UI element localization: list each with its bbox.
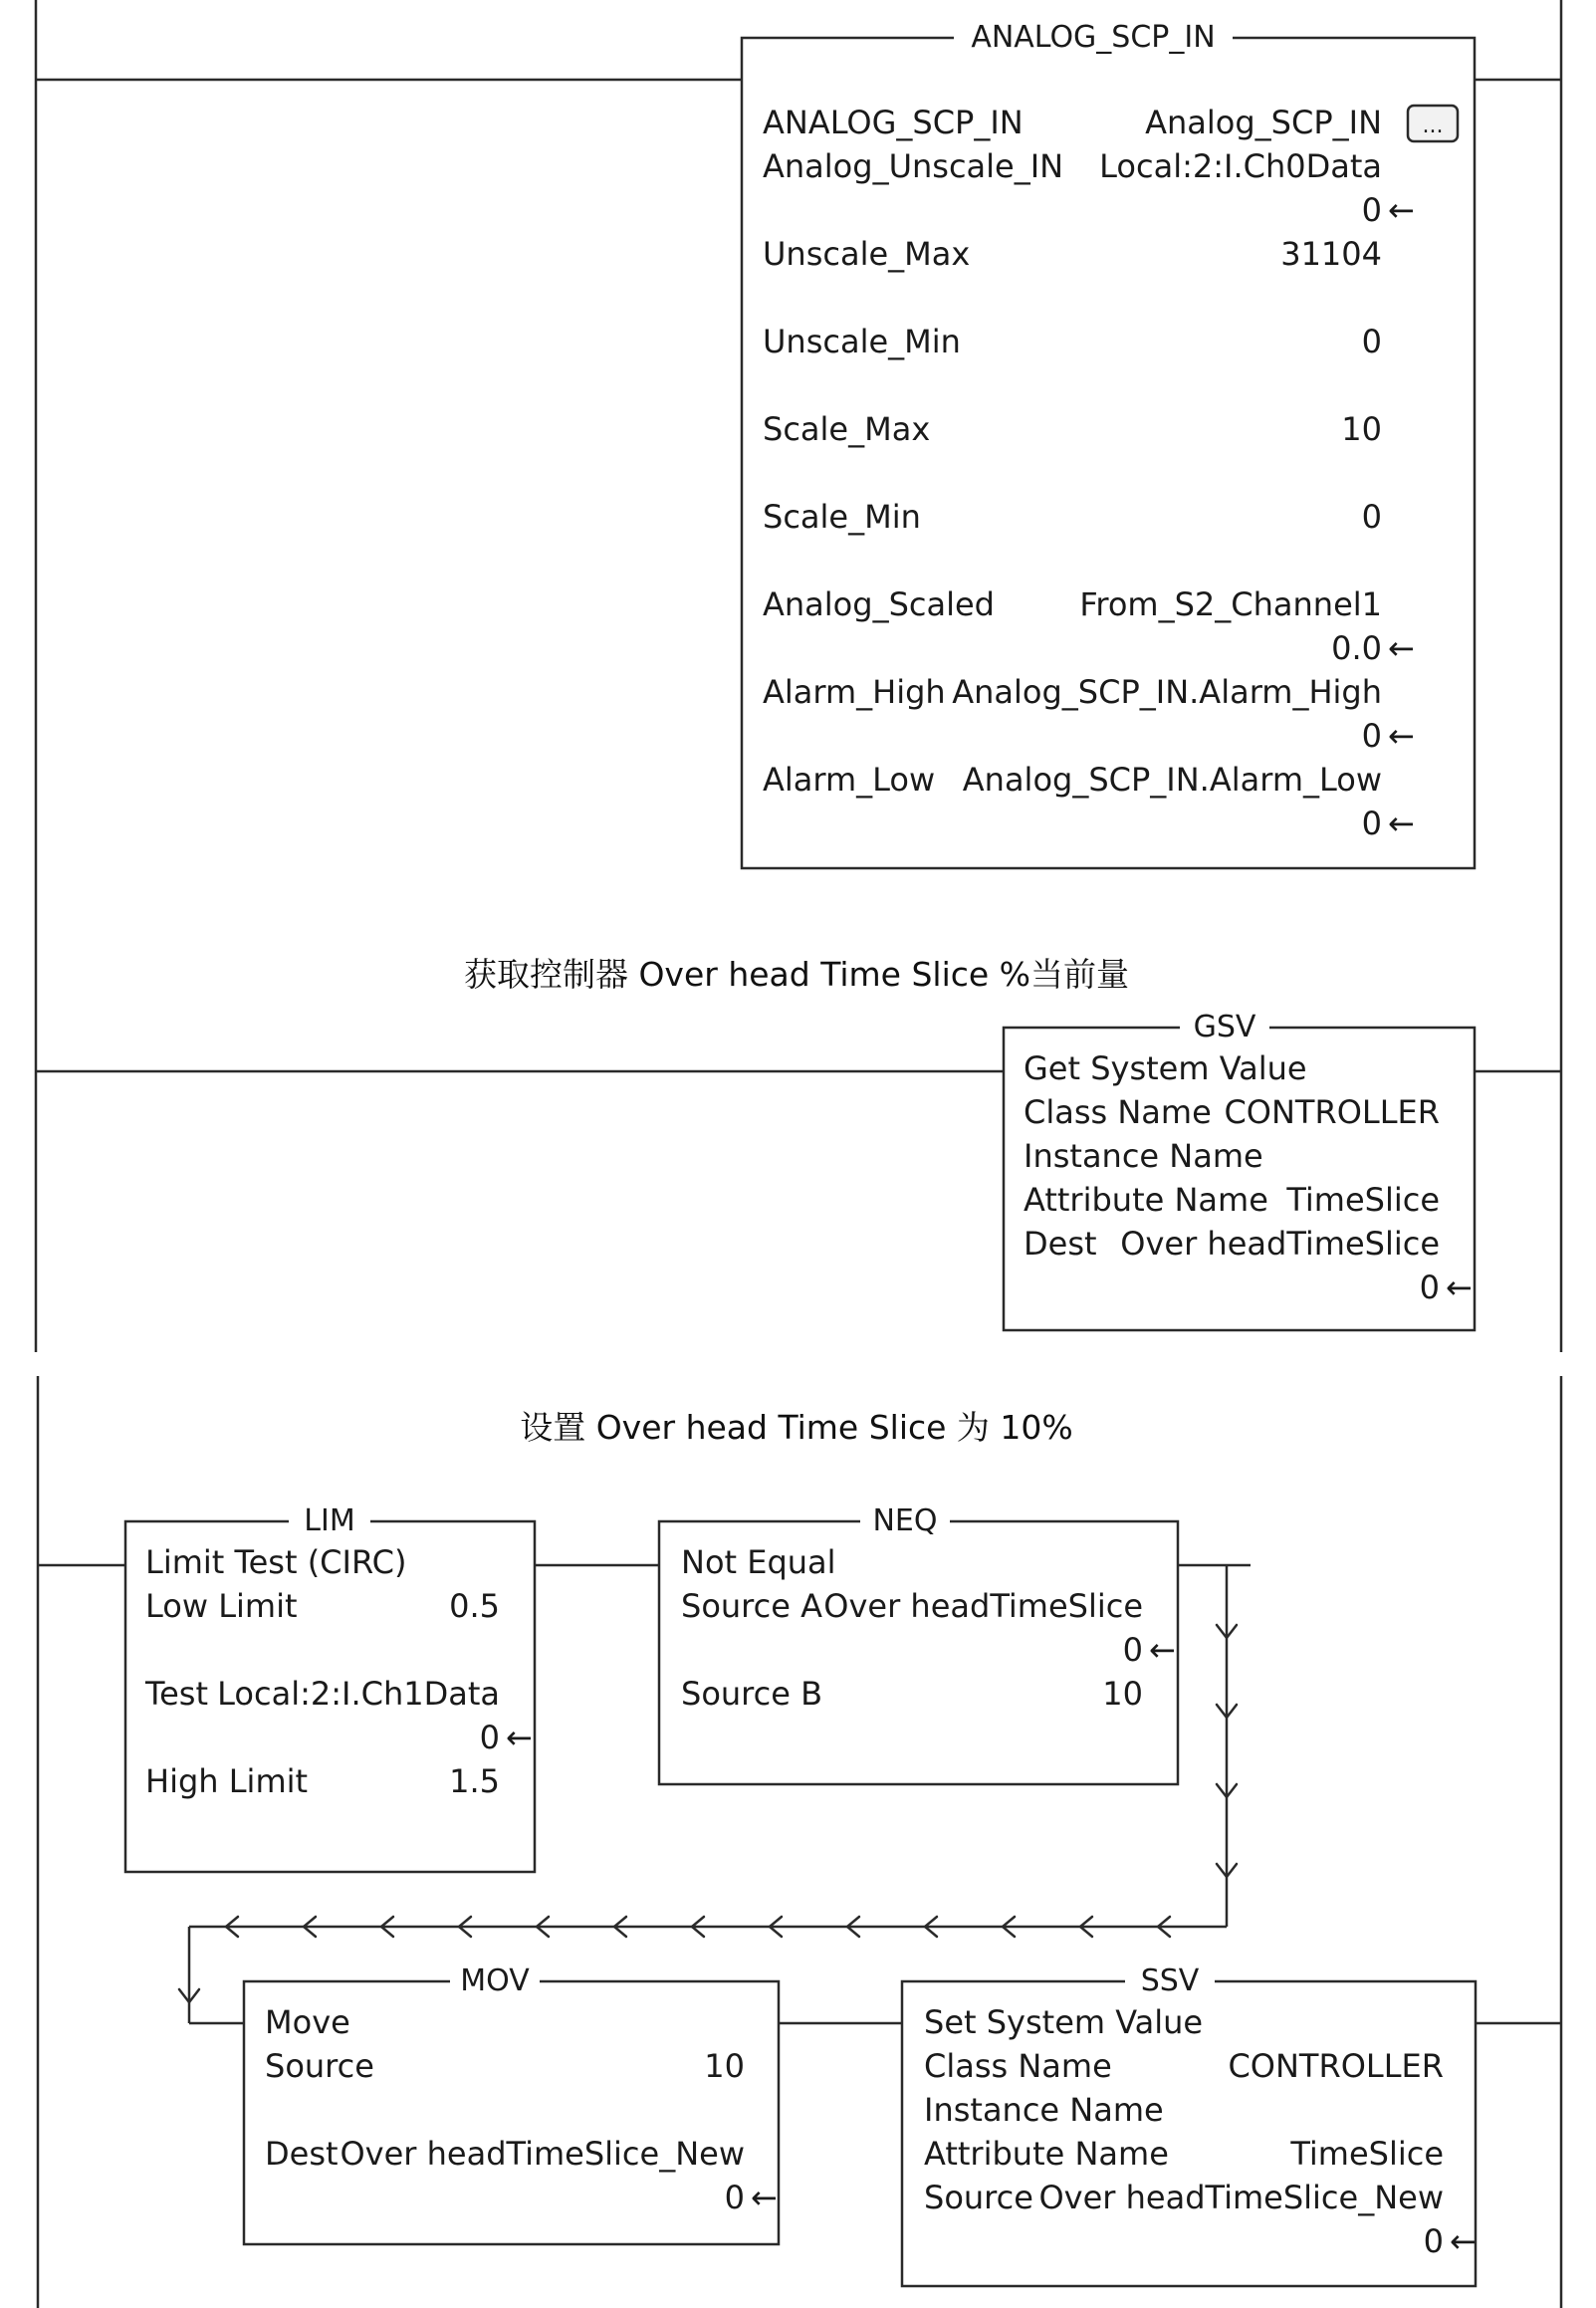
gsv-heading: Get System Value	[1024, 1049, 1307, 1087]
scp-row-value[interactable]: 10	[1341, 410, 1382, 448]
mov-dest-live-value: 0	[724, 2179, 745, 2216]
scp-row-label: Unscale_Max	[763, 235, 971, 273]
scp-row-value[interactable]: From_S2_Channel1	[1079, 585, 1382, 623]
live-arrow-icon: ←	[506, 1719, 533, 1756]
gsv-dest-label: Dest	[1024, 1225, 1097, 1263]
live-arrow-icon: ←	[1388, 191, 1415, 229]
ssv-title: SSV	[1140, 1963, 1200, 1998]
neq-source-b-label: Source B	[681, 1675, 823, 1713]
mov-block[interactable]	[244, 1963, 779, 2244]
gsv-attribute-label: Attribute Name	[1024, 1181, 1268, 1219]
scp-title: ANALOG_SCP_IN	[971, 20, 1216, 55]
neq-source-b-value[interactable]: 10	[1102, 1675, 1143, 1713]
ssv-instance-label: Instance Name	[924, 2091, 1164, 2129]
lim-high-value[interactable]: 1.5	[449, 1762, 500, 1800]
gsv-attribute-value[interactable]: TimeSlice	[1286, 1181, 1440, 1219]
gsv-block[interactable]	[1004, 1010, 1475, 1330]
gsv-title: GSV	[1193, 1010, 1256, 1044]
lim-test-live-value: 0	[479, 1719, 500, 1756]
browse-button[interactable]	[1408, 106, 1458, 141]
scp-row-value[interactable]: Analog_SCP_IN.Alarm_High	[952, 673, 1382, 711]
mov-dest-label: Dest	[265, 2135, 339, 2173]
lim-heading: Limit Test (CIRC)	[145, 1543, 407, 1581]
gsv-dest-value[interactable]: Over headTimeSlice	[1120, 1225, 1440, 1263]
rung-comment-ssv: 设置 Over head Time Slice 为 10%	[520, 1408, 1073, 1447]
ssv-class-label: Class Name	[924, 2047, 1112, 2085]
ssv-source-value[interactable]: Over headTimeSlice_New	[1038, 2179, 1444, 2216]
scp-row-label: Scale_Max	[763, 410, 931, 448]
mov-dest-value[interactable]: Over headTimeSlice_New	[340, 2135, 745, 2173]
scp-row-live-value: 0	[1361, 717, 1382, 755]
lim-high-label: High Limit	[145, 1762, 309, 1800]
gsv-class-value[interactable]: CONTROLLER	[1224, 1093, 1440, 1131]
scp-row-value[interactable]: 0	[1361, 498, 1382, 536]
neq-source-a-value[interactable]: Over headTimeSlice	[823, 1587, 1143, 1625]
ssv-block[interactable]	[902, 1963, 1477, 2286]
scp-row-label: ANALOG_SCP_IN	[763, 104, 1024, 141]
ssv-attribute-value[interactable]: TimeSlice	[1290, 2135, 1444, 2173]
scp-row-live-value: 0	[1361, 191, 1382, 229]
scp-row-value[interactable]: 0	[1361, 323, 1382, 360]
scp-row-live-value: 0.0	[1331, 629, 1382, 667]
live-arrow-icon: ←	[1388, 629, 1415, 667]
scp-row-value[interactable]: 31104	[1280, 235, 1382, 273]
live-arrow-icon: ←	[1450, 2222, 1477, 2260]
scp-row-label: Unscale_Min	[763, 323, 961, 360]
live-arrow-icon: ←	[751, 2179, 778, 2216]
scp-row-live-value: 0	[1361, 805, 1382, 842]
ssv-class-value[interactable]: CONTROLLER	[1228, 2047, 1444, 2085]
scp-row-value[interactable]: Local:2:I.Ch0Data	[1099, 147, 1382, 185]
neq-title: NEQ	[872, 1503, 938, 1538]
ssv-source-label: Source	[924, 2179, 1033, 2216]
ssv-heading: Set System Value	[924, 2003, 1204, 2041]
scp-block[interactable]	[742, 20, 1475, 868]
ssv-attribute-label: Attribute Name	[924, 2135, 1169, 2173]
scp-row-value[interactable]: Analog_SCP_IN.Alarm_Low	[962, 761, 1382, 799]
lim-title: LIM	[304, 1503, 355, 1538]
mov-heading: Move	[265, 2003, 350, 2041]
lower-rung-section	[38, 1376, 1561, 2308]
lim-test-value[interactable]: Local:2:I.Ch1Data	[217, 1675, 500, 1713]
lim-block[interactable]	[125, 1503, 535, 1872]
live-arrow-icon: ←	[1388, 717, 1415, 755]
lim-low-label: Low Limit	[145, 1587, 298, 1625]
gsv-instance-label: Instance Name	[1024, 1137, 1263, 1175]
live-arrow-icon: ←	[1149, 1631, 1176, 1669]
neq-source-a-label: Source A	[681, 1587, 822, 1625]
lim-test-label: Test	[145, 1675, 209, 1713]
gsv-class-label: Class Name	[1024, 1093, 1212, 1131]
scp-row-label: Alarm_High	[763, 673, 946, 711]
lim-low-value[interactable]: 0.5	[449, 1587, 500, 1625]
live-arrow-icon: ←	[1446, 1269, 1473, 1306]
neq-block[interactable]	[659, 1503, 1178, 1784]
browse-button-label: ...	[1422, 114, 1444, 138]
mov-source-value[interactable]: 10	[704, 2047, 745, 2085]
mov-source-label: Source	[265, 2047, 374, 2085]
rung-comment-gsv: 获取控制器 Over head Time Slice %当前量	[463, 955, 1130, 994]
scp-row-label: Alarm_Low	[763, 761, 936, 799]
mov-title: MOV	[460, 1963, 530, 1998]
neq-source-a-live-value: 0	[1122, 1631, 1143, 1669]
ssv-source-live-value: 0	[1423, 2222, 1444, 2260]
neq-heading: Not Equal	[681, 1543, 836, 1581]
scp-row-value[interactable]: Analog_SCP_IN	[1145, 104, 1382, 141]
scp-row-label: Scale_Min	[763, 498, 921, 536]
scp-row-label: Analog_Unscale_IN	[763, 147, 1064, 185]
scp-row-label: Analog_Scaled	[763, 585, 995, 623]
upper-rung-section	[36, 0, 1561, 1352]
live-arrow-icon: ←	[1388, 805, 1415, 842]
gsv-dest-live-value: 0	[1419, 1269, 1440, 1306]
